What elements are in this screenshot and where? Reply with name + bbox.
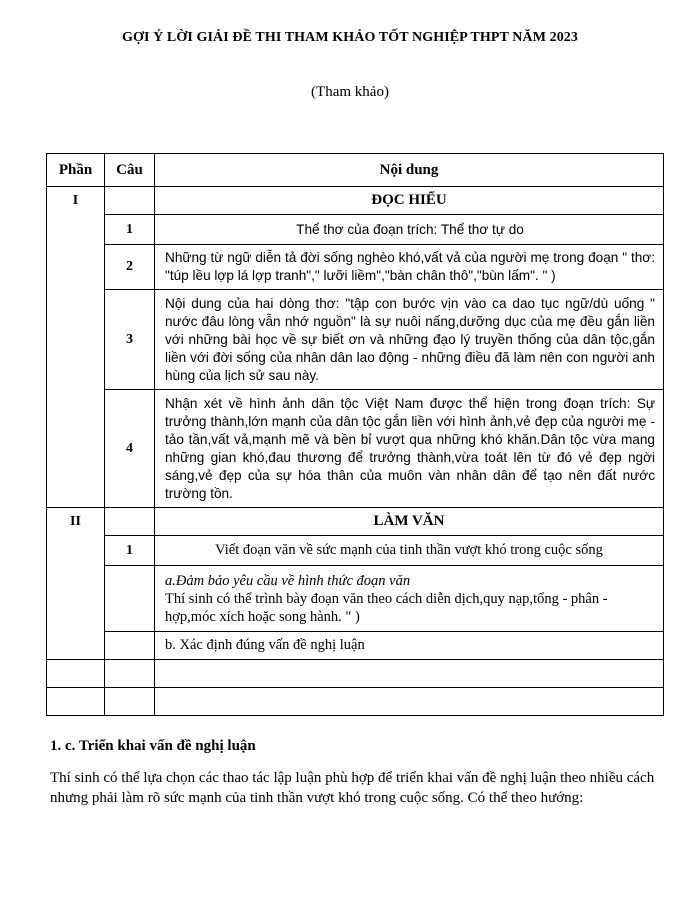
question-number: 3 xyxy=(105,290,155,390)
table-row xyxy=(47,245,664,290)
section-heading: ĐỌC HIỂU xyxy=(155,187,664,215)
header-content: Nội dung xyxy=(155,154,664,187)
empty-cell xyxy=(105,632,155,660)
table-row xyxy=(47,215,664,245)
answer-text: Viết đoạn văn về sức mạnh của tinh thần vượt khó trong cuộc sống xyxy=(155,536,664,566)
answer-table xyxy=(46,153,664,716)
section-heading: LÀM VĂN xyxy=(155,508,664,536)
section-heading: 1. c. Triển khai vấn đề nghị luận xyxy=(50,738,256,754)
answer-text: Nội dung của hai dòng thơ: "tập con bước vịn vào ca dao tục ngữ/dù uống " nước đâu lòng vẫn nhớ nguồn" là sự nuôi nấng,dưỡng dục của mẹ đều gắn liền với những bài học về sự biết ơn và những đạo lý truyền thống của dân tộc,gắn liền với đời sống của nhân dân lao động - những điều đã làm nên con người anh hùng của lịch sử sau này. xyxy=(155,290,664,390)
question-number: 2 xyxy=(105,245,155,290)
table-row xyxy=(47,688,664,716)
table-row xyxy=(47,660,664,688)
table-row xyxy=(47,390,664,508)
empty-cell xyxy=(105,508,155,536)
part-label: I xyxy=(47,187,105,508)
empty-cell xyxy=(155,660,664,688)
empty-cell xyxy=(105,688,155,716)
document-title: GỢI Ý LỜI GIẢI ĐỀ THI THAM KHẢO TỐT NGHIỆP THPT NĂM 2023 xyxy=(121,30,579,45)
body-paragraph: Thí sinh có thể lựa chọn các thao tác lập luận phù hợp để triển khai vấn đề nghị luận theo nhiều cách nhưng phải làm rõ sức mạnh của tinh thần vượt khó trong cuộc sống. Có thể theo hướng: xyxy=(50,770,655,806)
table-row xyxy=(47,566,664,632)
answer-cell xyxy=(155,566,664,632)
answer-text: Thể thơ của đoạn trích: Thể thơ tự do xyxy=(155,215,664,245)
criteria-title: a.Đảm bảo yêu cầu về hình thức đoạn văn xyxy=(165,572,411,589)
table-row xyxy=(47,632,664,660)
question-number: 1 xyxy=(105,215,155,245)
empty-cell xyxy=(155,688,664,716)
answer-text: Nhận xét về hình ảnh dân tộc Việt Nam được thể hiện trong đoạn trích: Sự trưởng thành,lớn mạnh của dân tộc gắn liền với hình ảnh,vẻ đẹp của người mẹ - tảo tần,vất vả,mạnh mẽ và bền bỉ vượt qua những khó khăn.Dân tộc vừa mang những gian khó,đau thương để trưởng thành,vừa toát lên từ đó vẻ đẹp ngời sáng,vẻ đẹp của sự hóa thân của muôn vàn nhân dân để tạo nên đất nước trường tồn. xyxy=(155,390,664,508)
part-label: II xyxy=(47,508,105,660)
criteria-text: Thí sinh có thể trình bày đoạn văn theo cách diễn dịch,quy nạp,tổng - phân - hợp,móc xích hoặc song hành. " ) xyxy=(165,590,608,625)
answer-text: Những từ ngữ diễn tả đời sống nghèo khó,vất vả của người mẹ trong đoạn " thơ: "túp lều lợp lá lợp tranh"," lưỡi liềm","bàn chân thô","bùn lấm". " ) xyxy=(155,245,664,290)
table-row xyxy=(47,508,664,536)
empty-cell xyxy=(105,566,155,632)
question-number: 1 xyxy=(105,536,155,566)
document-subtitle: (Tham khảo) xyxy=(311,84,389,100)
table-row xyxy=(47,290,664,390)
empty-cell xyxy=(105,660,155,688)
empty-cell xyxy=(47,688,105,716)
table-row xyxy=(47,187,664,215)
table-header-row xyxy=(47,154,664,187)
header-question: Câu xyxy=(105,154,155,187)
empty-cell xyxy=(47,660,105,688)
answer-text: b. Xác định đúng vấn đề nghị luận xyxy=(155,632,664,660)
empty-cell xyxy=(105,187,155,215)
table-row xyxy=(47,536,664,566)
header-part: Phần xyxy=(47,154,105,187)
question-number: 4 xyxy=(105,390,155,508)
